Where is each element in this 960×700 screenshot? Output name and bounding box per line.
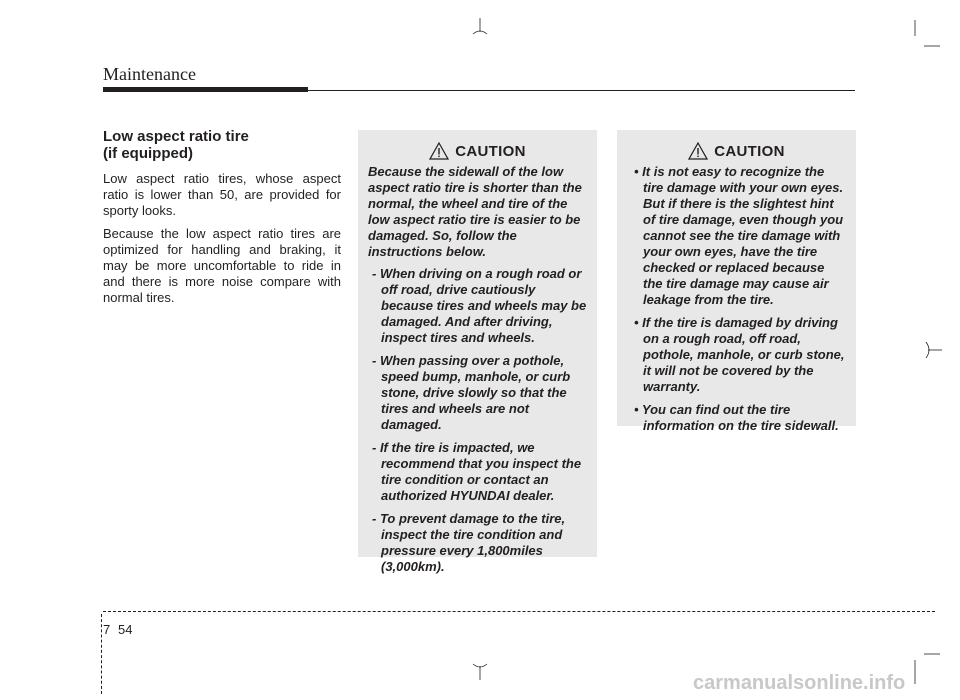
caution-box-damage	[617, 130, 856, 433]
body-paragraph: Low aspect ratio tires, whose aspect ratio is lower than 50, are provided for sporty looks.	[103, 171, 341, 218]
caution-header	[627, 140, 846, 162]
caution-list-item: • If the tire is damaged by driving on a rough road, off road, pothole, manhole, or curb stone, it will not be covered by the warranty.	[634, 315, 845, 394]
page-number: 54	[118, 622, 133, 637]
section-heading	[103, 128, 341, 162]
caution-header	[368, 140, 587, 162]
caution-list-item: - When passing over a pothole, speed bump, manhole, or curb stone, drive slowly so that the tires and wheels are not damaged.	[372, 353, 571, 432]
page-header-title: Maintenance	[103, 64, 196, 84]
warning-triangle-icon	[429, 142, 449, 160]
caution-title: CAUTION	[455, 142, 526, 160]
caution-list-item: • It is not easy to recognize the tire damage with your own eyes. But if there is the slightest hint of tire damage, even though you cannot see the tire damage with your own eyes, have the tire checked or replaced because the tire damage may cause air leakage from the tire.	[634, 164, 844, 307]
warning-triangle-icon	[688, 142, 708, 160]
chapter-number: 7	[103, 622, 111, 637]
caution-title: CAUTION	[714, 142, 785, 160]
caution-list-item: - If the tire is impacted, we recommend that you inspect the tire condition or contact an authorized HYUNDAI dealer.	[372, 440, 582, 503]
section-heading-line2: (if equipped)	[103, 145, 193, 162]
caution-list-item: • You can find out the tire information on the tire sidewall.	[634, 402, 839, 433]
caution-list-item: - To prevent damage to the tire, inspect the tire condition and pressure every 1,800miles (3,000km).	[372, 511, 566, 574]
footer-rule	[103, 611, 935, 612]
crop-mark-right	[922, 338, 942, 362]
caution-box-sidewall	[358, 130, 597, 574]
section-low-aspect-ratio-tire	[103, 128, 341, 306]
crop-mark-bottom-right	[912, 640, 942, 686]
header-rule	[103, 90, 855, 91]
body-paragraph: Because the low aspect ratio tires are optimized for handling and braking, it may be more uncomfortable to ride in and there is more noise compare with normal tires.	[103, 226, 341, 305]
caution-intro: Because the sidewall of the low aspect ratio tire is shorter than the normal, the wheel and tire of the low aspect ratio tire is easier to be damaged. So, follow the instructions below.	[368, 164, 582, 259]
caution-list-item: - When driving on a rough road or off road, drive cautiously because tires and wheels may be damaged. And after driving, inspect tires and wheels.	[372, 266, 587, 345]
footer-divider	[101, 614, 102, 694]
crop-mark-top	[470, 18, 490, 38]
watermark: carmanualsonline.info	[693, 672, 906, 694]
section-heading-line1: Low aspect ratio tire	[103, 128, 249, 145]
crop-mark-bottom	[470, 660, 490, 680]
crop-mark-top-right	[912, 18, 942, 48]
caution-list	[368, 266, 587, 575]
caution-list	[627, 164, 846, 434]
